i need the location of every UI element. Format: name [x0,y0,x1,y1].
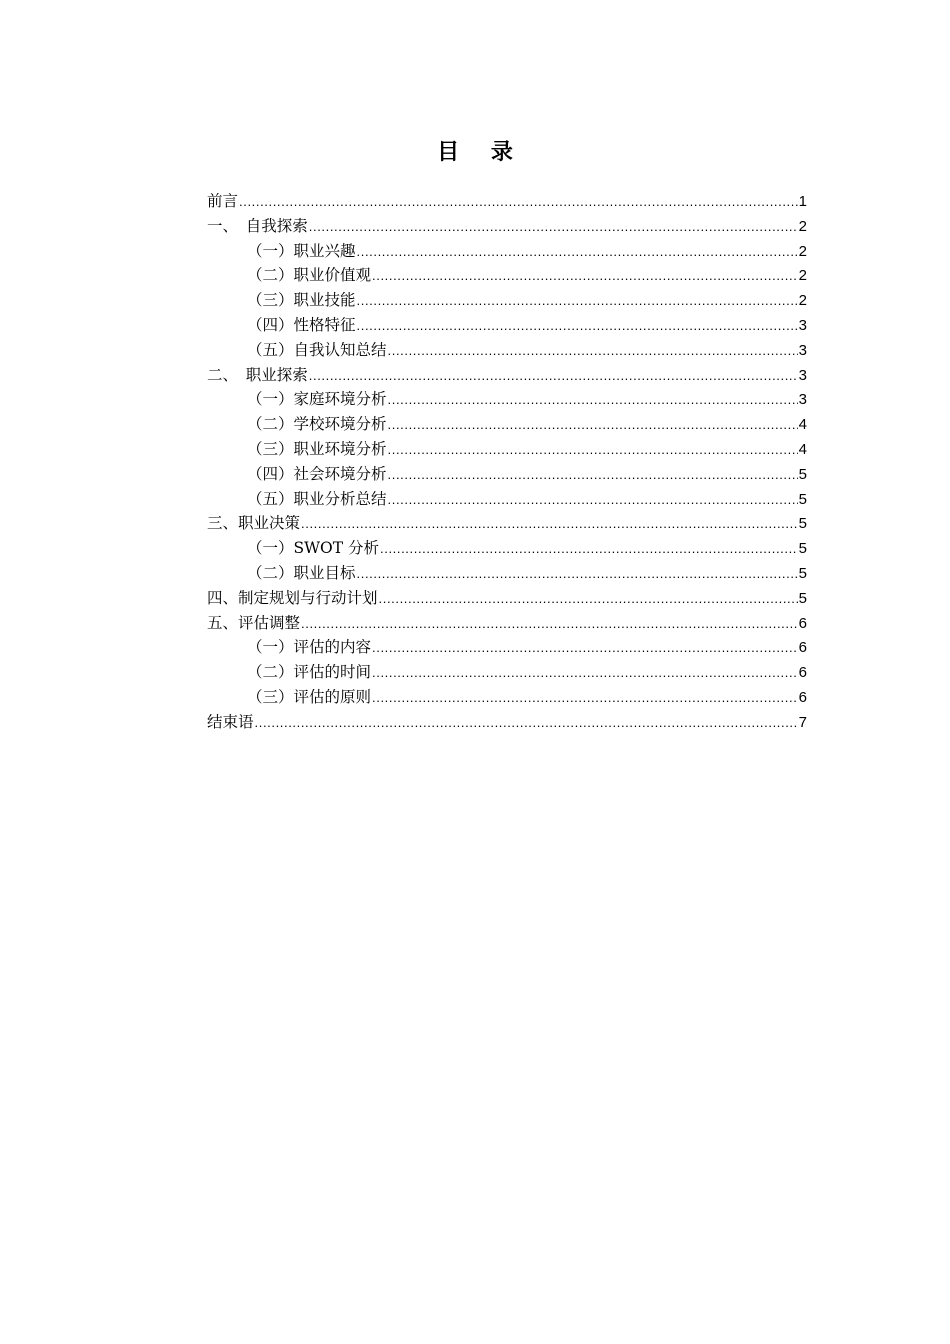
toc-entry-label: （四）性格特征 [247,315,356,334]
toc-leader-dots [357,562,798,587]
toc-leader-dots [388,438,798,463]
toc-page-number: 5 [798,564,807,582]
toc-leader-dots [372,661,798,686]
toc-page-number: 3 [798,366,807,384]
toc-entry-social-env[interactable] [207,462,807,487]
toc-leader-dots [380,537,798,562]
toc-leader-dots [301,512,798,537]
toc-page-number: 2 [798,267,807,285]
toc-page-number: 1 [798,193,807,210]
toc-entry-label: 三、职业决策 [207,514,301,533]
toc-leader-dots [372,264,798,289]
toc-entry-eval-content[interactable] [207,635,807,660]
toc-leader-dots [379,587,798,612]
toc-entry-label: （一）职业兴趣 [247,241,356,260]
toc-entry-label: （二）职业目标 [247,563,356,582]
toc-entry-school-env[interactable] [207,412,807,437]
toc-entry-label: 四、制定规划与行动计划 [207,588,378,607]
toc-entry-label: （五）自我认知总结 [247,340,387,359]
table-of-contents [207,189,807,735]
toc-entry-career-interest[interactable] [207,239,807,264]
toc-page-number: 5 [798,515,807,533]
toc-page-number: 5 [798,540,807,558]
toc-leader-dots [255,711,798,736]
toc-entry-label: （三）职业环境分析 [247,439,387,458]
toc-entry-label: （二）职业价值观 [247,266,372,285]
toc-entry-personality[interactable] [207,313,807,338]
toc-page-number: 7 [798,713,807,731]
toc-page-number: 4 [798,416,807,434]
toc-entry-family-env[interactable] [207,387,807,412]
toc-entry-label: （三）职业技能 [247,291,356,310]
toc-leader-dots [372,686,798,711]
toc-page-number: 5 [798,490,807,508]
toc-page-number: 6 [798,688,807,706]
toc-entry-self-exploration[interactable] [207,214,807,239]
toc-entry-career-decision[interactable] [207,511,807,536]
toc-page-number: 5 [798,589,807,607]
toc-leader-dots [357,314,798,339]
toc-entry-label: （一）评估的内容 [247,638,372,657]
toc-entry-evaluation[interactable] [207,611,807,636]
toc-leader-dots [388,413,798,438]
toc-leader-dots [372,636,798,661]
toc-entry-label: （一）家庭环境分析 [247,390,387,409]
toc-entry-career-values[interactable] [207,263,807,288]
toc-leader-dots [357,289,798,314]
toc-entry-label: 前言 [207,192,239,210]
toc-entry-action-plan[interactable] [207,586,807,611]
toc-entry-conclusion[interactable] [207,710,807,735]
toc-page-number: 3 [798,391,807,409]
toc-entry-label: 一、 自我探索 [207,216,308,235]
toc-page-number: 2 [798,292,807,310]
toc-entry-label: （二）学校环境分析 [247,415,387,434]
toc-entry-self-summary[interactable] [207,338,807,363]
toc-leader-dots [388,488,798,513]
toc-leader-dots [239,190,798,215]
toc-entry-label: 结束语 [207,712,254,731]
toc-entry-label: 五、评估调整 [207,613,301,632]
toc-entry-label: （一）SWOT 分析 [247,539,380,558]
toc-page-number: 6 [798,639,807,657]
toc-entry-label: （二）评估的时间 [247,663,372,682]
toc-entry-career-goal[interactable] [207,561,807,586]
toc-leader-dots [388,463,798,488]
toc-leader-dots [357,240,798,265]
toc-leader-dots [388,388,798,413]
toc-page-number: 3 [798,341,807,359]
toc-page-number: 4 [798,440,807,458]
toc-entry-eval-time[interactable] [207,660,807,685]
toc-entry-career-exploration[interactable] [207,363,807,388]
page-title: 目 录 [437,140,525,165]
toc-leader-dots [388,339,798,364]
toc-entry-swot[interactable] [207,536,807,561]
toc-page-number: 5 [798,465,807,483]
toc-entry-label: （五）职业分析总结 [247,489,387,508]
toc-entry-career-skills[interactable] [207,288,807,313]
toc-entry-label: 二、 职业探索 [207,365,308,384]
toc-leader-dots [301,612,798,637]
toc-leader-dots [309,364,798,389]
toc-page-number: 3 [798,316,807,334]
toc-entry-label: （三）评估的原则 [247,687,372,706]
toc-page-number: 2 [798,242,807,260]
toc-page-number: 6 [798,664,807,682]
toc-entry-career-summary[interactable] [207,487,807,512]
toc-entry-career-env[interactable] [207,437,807,462]
toc-page-number: 2 [798,217,807,235]
toc-entry-eval-principles[interactable] [207,685,807,710]
toc-leader-dots [309,215,798,240]
toc-page-number: 6 [798,614,807,632]
toc-entry-preface[interactable] [207,189,807,214]
toc-entry-label: （四）社会环境分析 [247,464,387,483]
